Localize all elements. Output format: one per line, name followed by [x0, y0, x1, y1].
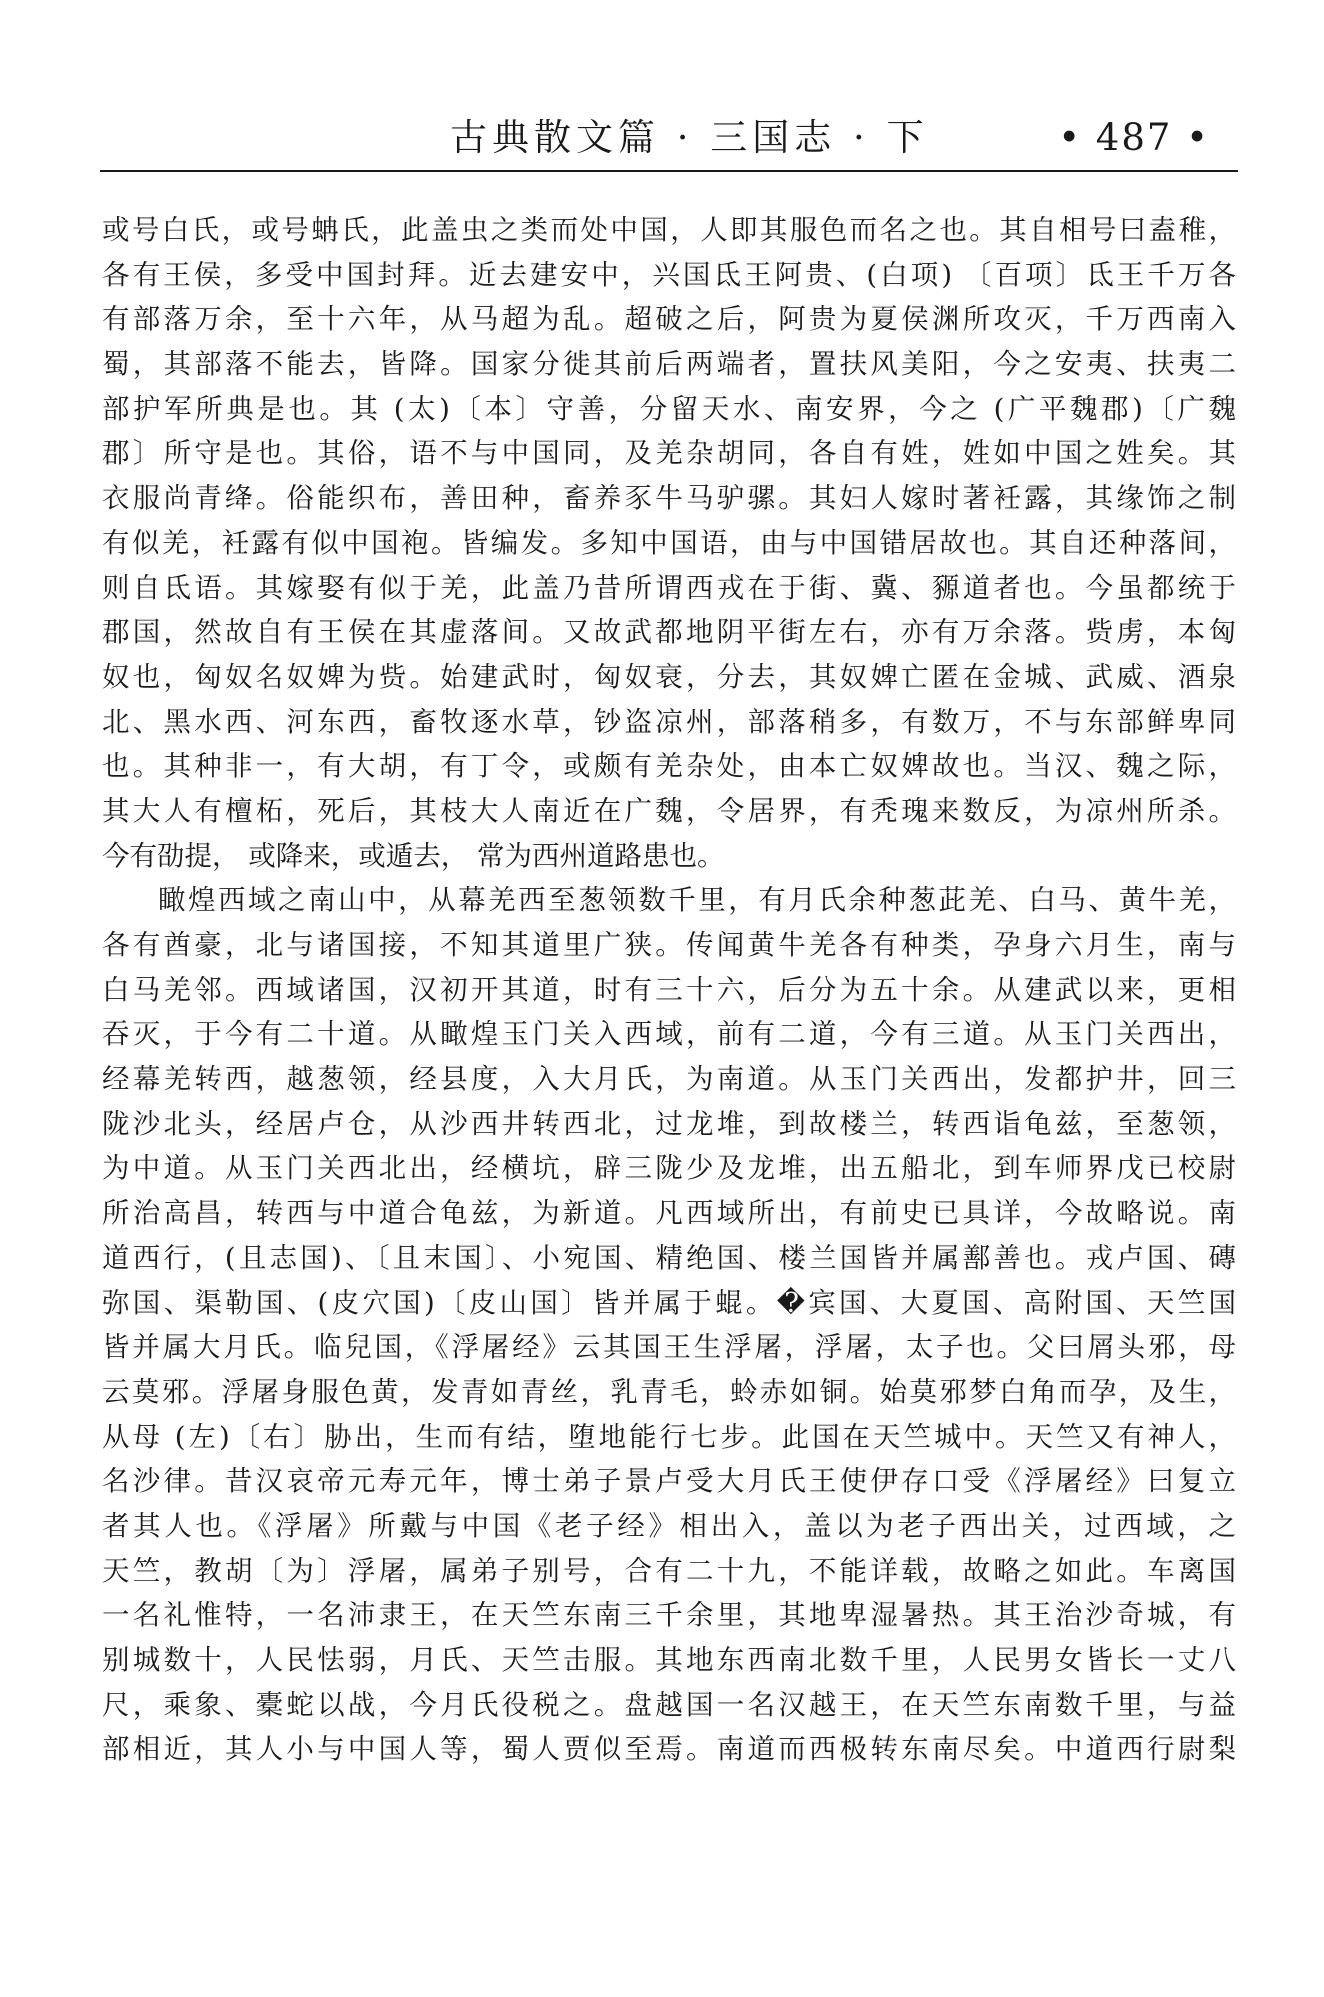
- text-line: 部相近，其人小与中国人等，蜀人贾似至焉。南道而西极转东南尽矣。中道西行尉梨: [102, 1733, 1236, 1766]
- text-line: 各有王侯，多受中国封拜。近去建安中，兴国氐王阿贵、(白项) 〔百项〕氐王千万各: [102, 258, 1236, 291]
- text-line: 者其人也。《浮屠》所戴与中国《老子经》相出入，盖以为老子西出关，过西域，之: [102, 1509, 1236, 1542]
- text-line: 奴也，匈奴名奴婢为赀。始建武时，匈奴衰，分去，其奴婢亡匿在金城、武威、酒泉: [102, 660, 1236, 693]
- text-line: 皆并属大月氏。临兒国，《浮屠经》云其国王生浮屠，浮屠，太子也。父曰屑头邪，母: [102, 1331, 1236, 1364]
- text-line: 也。其种非一，有大胡，有丁令，或颇有羌杂处，由本亡奴婢故也。当汉、魏之际，: [102, 750, 1236, 783]
- text-line: 郡〕所守是也。其俗，语不与中国同，及羌杂胡同，各自有姓，姓如中国之姓矣。其: [102, 437, 1236, 470]
- header-rule: [100, 170, 1238, 172]
- text-line: 部护军所典是也。其 (太)〔本〕守善，分留天水、南安界，今之 (广平魏郡)〔广魏: [102, 392, 1236, 425]
- text-line: 各有酋豪，北与诸国接，不知其道里广狭。传闻黄牛羌各有种类，孕身六月生，南与: [102, 929, 1236, 961]
- page-number: • 487 •: [1058, 116, 1210, 159]
- text-line: 尺，乘象、橐蛇以战，今月氏役税之。盘越国一名汉越王，在天竺东南数千里，与益: [102, 1688, 1236, 1721]
- text-line: 有部落万余，至十六年，从马超为乱。超破之后，阿贵为夏侯渊所攻灭，千万西南入: [102, 303, 1236, 336]
- text-line: 所治高昌，转西与中道合龟兹，为新道。凡西域所出，有前史已具详，今故略说。南: [102, 1197, 1236, 1230]
- text-line: 陇沙北头，经居卢仓，从沙西井转西北，过龙堆，到故楼兰，转西诣龟兹，至葱领，: [102, 1107, 1236, 1140]
- text-line: 道西行，(且志国)、〔且末国〕、小宛国、精绝国、楼兰国皆并属鄯善也。戎卢国、磚: [102, 1241, 1236, 1274]
- text-line: 北、黑水西、河东西，畜牧逐水草，钞盗凉州，部落稍多，有数万，不与东部鲜卑同: [102, 705, 1236, 738]
- body-text: [102, 208, 1236, 1772]
- page-header: [100, 108, 1238, 168]
- text-line: 其大人有檀柘，死后，其枝大人南近在广魏，令居界，有秃瑰来数反，为凉州所杀。: [102, 794, 1236, 827]
- text-line: 今有劭提， 或降来，或遁去， 常为西州道路患也。: [102, 839, 725, 872]
- text-line: 为中道。从玉门关西北出，经横坑，辟三陇少及龙堆，出五船北，到车师界戊已校尉: [102, 1152, 1236, 1185]
- text-line: 或号白氏，或号蚺氏，此盖虫之类而处中国，人即其服色而名之也。其自相号曰盍稚，: [102, 214, 1236, 246]
- text-line: 一名礼惟特，一名沛隶王，在天竺东南三千余里，其地卑湿暑热。其王治沙奇城，有: [102, 1599, 1236, 1632]
- text-line: 名沙律。昔汉哀帝元寿元年，博士弟子景卢受大月氏王使伊存口受《浮屠经》曰复立: [102, 1465, 1236, 1498]
- text-line: 从母 (左)〔右〕胁出，生而有结，堕地能行七步。此国在天竺城中。天竺又有神人，: [102, 1420, 1236, 1453]
- running-title: 古典散文篇 · 三国志 · 下: [450, 116, 929, 159]
- text-line: 弥国、渠勒国、(皮穴国)〔皮山国〕皆并属于蜫。�宾国、大夏国、高附国、天竺国: [102, 1286, 1236, 1319]
- text-line: 则自氐语。其嫁娶有似于羌，此盖乃昔所谓西戎在于街、冀、豲道者也。今虽都统于: [102, 571, 1236, 604]
- text-line: 天竺，教胡〔为〕浮屠，属弟子别号，合有二十九，不能详载，故略之如此。车离国: [102, 1554, 1236, 1587]
- text-line: 衣服尚青绛。俗能织布，善田种，畜养豕牛马驴骡。其妇人嫁时著衽露，其缘饰之制: [102, 482, 1236, 515]
- text-line: 经幕羌转西，越葱领，经县度，入大月氏，为南道。从玉门关西出，发都护井，回三: [102, 1063, 1236, 1096]
- text-line: 白马羌邻。西域诸国，汉初开其道，时有三十六，后分为五十余。从建武以来，更相: [102, 973, 1236, 1006]
- text-line: 瞰煌西域之南山中，从幕羌西至葱领数千里，有月氏余种葱茈羌、白马、黄牛羌，: [158, 884, 1236, 917]
- text-line: 蜀，其部落不能去，皆降。国家分徙其前后两端者，置扶风美阳，今之安夷、扶夷二: [102, 348, 1236, 381]
- text-line: 郡国，然故自有王侯在其虚落间。又故武都地阴平街左右，亦有万余落。赀虏，本匈: [102, 616, 1236, 649]
- text-line: 云莫邪。浮屠身服色黄，发青如青丝，乳青毛，蛉赤如铜。始莫邪梦白角而孕，及生，: [102, 1375, 1236, 1408]
- text-line: 有似羌，衽露有似中国袍。皆编发。多知中国语，由与中国错居故也。其自还种落间，: [102, 526, 1236, 559]
- paragraph: [102, 208, 1236, 878]
- paragraph: [102, 878, 1236, 1772]
- text-line: 吞灭，于今有二十道。从瞰煌玉门关入西域，前有二道，今有三道。从玉门关西出，: [102, 1018, 1236, 1051]
- text-line: 别城数十，人民怯弱，月氏、天竺击服。其地东西南北数千里，人民男女皆长一丈八: [102, 1644, 1236, 1676]
